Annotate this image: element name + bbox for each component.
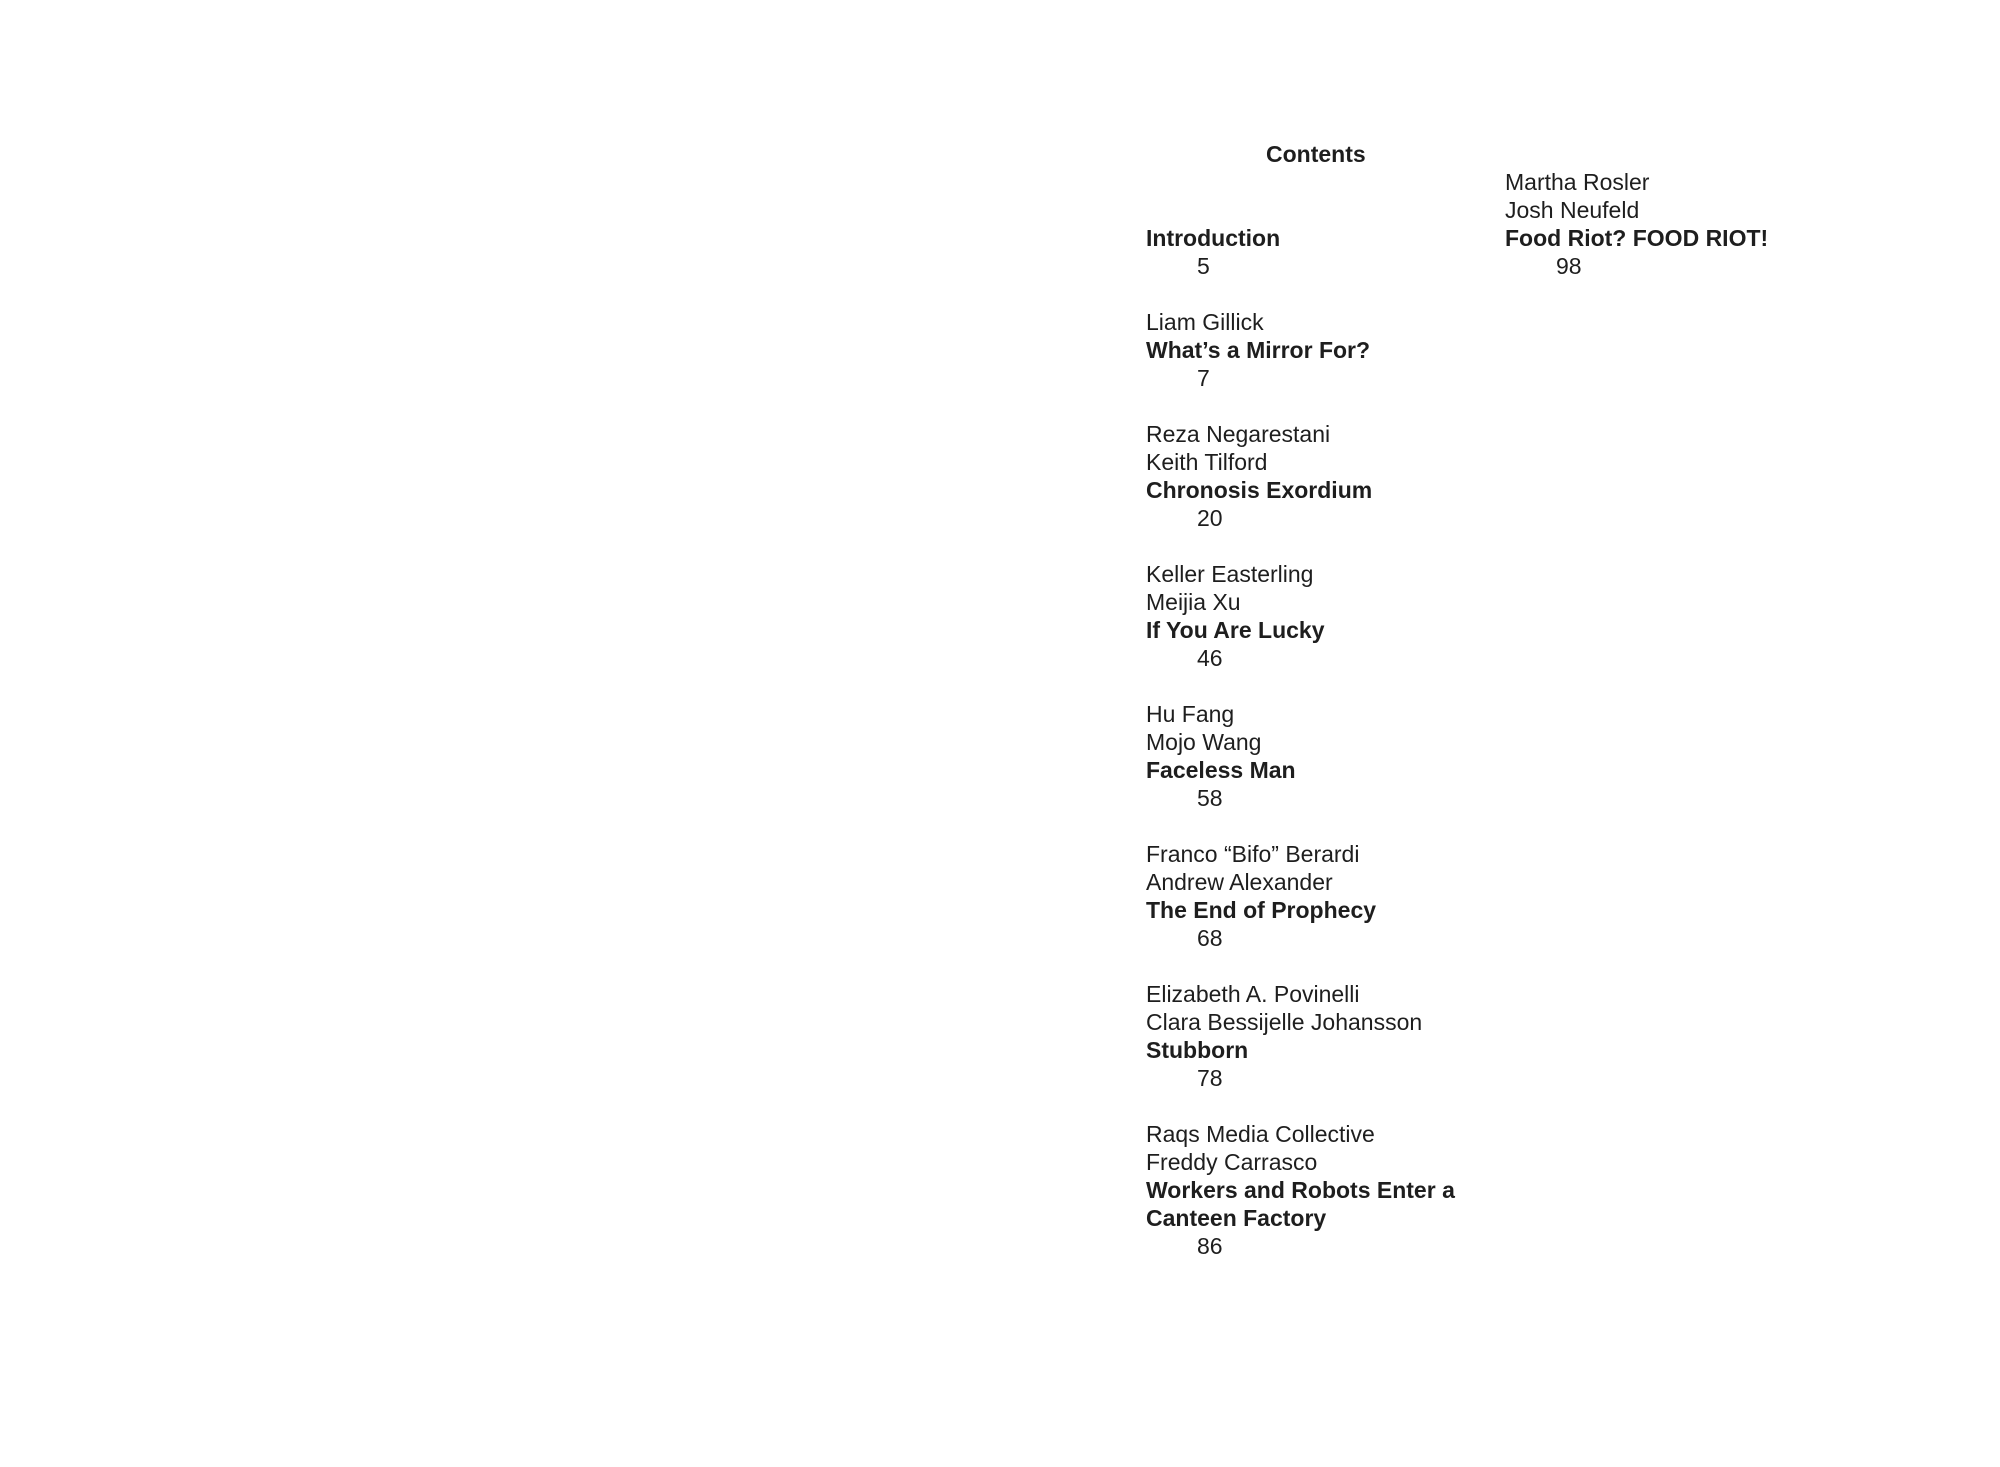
- entry-page-number: 5: [1197, 253, 1210, 279]
- entry-page-number: 58: [1197, 785, 1223, 811]
- entry-author: Andrew Alexander: [1146, 869, 1333, 895]
- toc-entry: [1146, 308, 1486, 392]
- entry-page-number: 20: [1197, 505, 1223, 531]
- toc-entry: [1146, 224, 1486, 280]
- entry-page-number: 46: [1197, 645, 1223, 671]
- entry-author: Martha Rosler: [1505, 169, 1650, 195]
- entry-title: If You Are Lucky: [1146, 617, 1325, 643]
- entry-author: Keith Tilford: [1146, 449, 1268, 475]
- entry-title: Faceless Man: [1146, 757, 1296, 783]
- toc-entry: [1146, 420, 1486, 532]
- toc-entry: [1146, 840, 1486, 952]
- entry-title: Workers and Robots Enter a Canteen Factory: [1146, 1177, 1455, 1231]
- entry-page-number: 98: [1556, 253, 1582, 279]
- entry-author: Elizabeth A. Povinelli: [1146, 981, 1360, 1007]
- entry-author: Freddy Carrasco: [1146, 1149, 1318, 1175]
- entry-author: Reza Negarestani: [1146, 421, 1331, 447]
- entry-author: Clara Bessijelle Johansson: [1146, 1009, 1423, 1035]
- entry-author: Keller Easterling: [1146, 561, 1314, 587]
- entry-author: Franco “Bifo” Berardi: [1146, 841, 1360, 867]
- entry-author: Meijia Xu: [1146, 589, 1241, 615]
- entry-title: Food Riot? FOOD RIOT!: [1505, 225, 1769, 251]
- entry-title: Introduction: [1146, 225, 1281, 251]
- entry-author: Hu Fang: [1146, 701, 1235, 727]
- entry-author: Liam Gillick: [1146, 309, 1264, 335]
- entry-title: The End of Prophecy: [1146, 897, 1377, 923]
- entry-page-number: 7: [1197, 365, 1210, 391]
- entry-page-number: 68: [1197, 925, 1223, 951]
- toc-entry: [1146, 700, 1486, 812]
- entry-title: Chronosis Exordium: [1146, 477, 1373, 503]
- toc-entry: [1146, 560, 1486, 672]
- entry-author: Mojo Wang: [1146, 729, 1262, 755]
- toc-entry: [1146, 1120, 1486, 1260]
- entry-title: Stubborn: [1146, 1037, 1249, 1063]
- toc-left-column: [1146, 224, 1486, 1288]
- toc-right-column: [1505, 168, 1845, 308]
- entry-author: Raqs Media Collective: [1146, 1121, 1375, 1147]
- toc-entry: [1146, 980, 1486, 1092]
- toc-entry: [1505, 168, 1845, 280]
- entry-page-number: 86: [1197, 1233, 1223, 1259]
- entry-author: Josh Neufeld: [1505, 197, 1640, 223]
- entry-page-number: 78: [1197, 1065, 1223, 1091]
- contents-heading: Contents: [1266, 141, 1366, 167]
- entry-title: What’s a Mirror For?: [1146, 337, 1371, 363]
